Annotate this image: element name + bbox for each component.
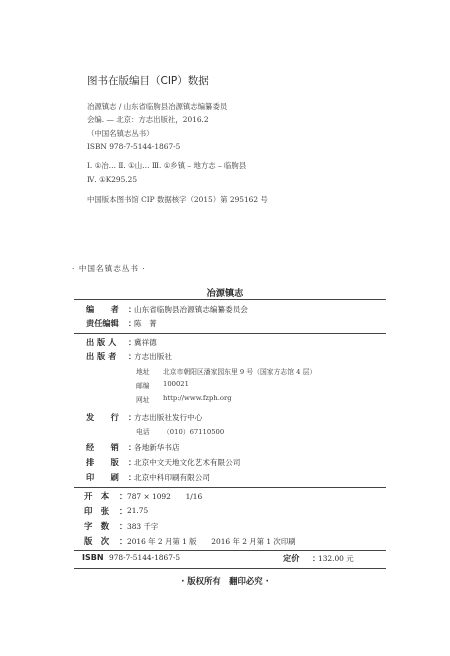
cip-line: ISBN 978-7-5144-1867-5 (87, 142, 181, 151)
cip-line: 中国版本图书馆 CIP 数据核字（2015）第 295162 号 (87, 195, 268, 204)
word-count-label: 字 数 (84, 521, 110, 531)
isbn-value: 978-7-5144-1867-5 (109, 553, 181, 562)
colon: ： (119, 536, 128, 546)
colon: ： (128, 337, 137, 347)
editor-label: 编 者 (86, 304, 119, 314)
editor-value: 山东省临朐县冶源镇志编纂委员会 (134, 305, 248, 314)
phone-label: 电话 (136, 428, 150, 436)
seller-value: 各地新华书店 (134, 443, 180, 452)
cip-heading: 图书在版编目（CIP）数据 (87, 75, 209, 87)
website-value: http://www.fzph.org (163, 394, 232, 402)
format-label: 开 本 (84, 491, 110, 501)
distribution-value: 方志出版社发行中心 (134, 413, 203, 422)
divider (74, 333, 386, 334)
publisher-value: 方志出版社 (134, 352, 172, 361)
postcode-label: 邮编 (136, 382, 150, 390)
colon: ： (128, 442, 137, 452)
price-value: 132.00 元 (318, 554, 354, 563)
isbn-label: ISBN (82, 553, 104, 562)
colon: ： (128, 304, 137, 314)
book-title: 冶源镇志 (206, 288, 244, 299)
website-label: 网址 (136, 396, 150, 404)
colon: ： (128, 472, 137, 482)
address-label: 地址 (136, 368, 150, 376)
colon: ： (128, 318, 137, 328)
colon: ： (312, 553, 321, 563)
copyright-notice: · 版权所有 翻印必究 · (181, 576, 269, 586)
colon: ： (119, 521, 128, 531)
distribution-label: 发 行 (86, 412, 119, 422)
divider (74, 550, 386, 551)
sheets-label: 印 张 (84, 506, 110, 516)
word-count-value: 383 千字 (127, 522, 159, 531)
postcode-value: 100021 (163, 380, 189, 388)
colon: ： (128, 457, 137, 467)
printing-label: 印 刷 (86, 472, 119, 482)
edition-label: 版 次 (84, 536, 110, 546)
cip-line: 冶源镇志 / 山东省临朐县冶源镇志编纂委员 (87, 102, 228, 111)
phone-value: （010）67110500 (163, 428, 225, 436)
colon: ： (128, 351, 137, 361)
typesetting-value: 北京中文天地文化艺术有限公司 (134, 458, 241, 467)
seller-label: 经 销 (86, 442, 119, 452)
cip-line: Ⅳ. ①K295.25 (87, 175, 138, 184)
printing-value: 北京中科印刷有限公司 (134, 473, 210, 482)
divider (74, 568, 386, 569)
price-label: 定价 (283, 553, 300, 563)
responsible-editor-value: 陈 菁 (134, 319, 157, 328)
series-name: · 中国名镇志丛书 · (72, 264, 146, 273)
publisher-label: 出 版 者 (86, 351, 117, 361)
cip-line: 会编. — 北京：方志出版社，2016.2 (87, 115, 209, 124)
sheets-value: 21.75 (127, 506, 149, 515)
cip-line: Ⅰ. ①冶… Ⅱ. ①山… Ⅲ. ①乡镇 – 地方志 – 临朐县 (87, 161, 247, 170)
edition-value: 2016 年 2 月第 1 版 2016 年 2 月第 1 次印刷 (127, 537, 296, 546)
divider (74, 299, 386, 300)
responsible-editor-label: 责任编辑 (86, 318, 119, 328)
colon: ： (119, 506, 128, 516)
publisher-rep-value: 冀祥德 (134, 338, 157, 347)
colon: ： (119, 491, 128, 501)
publisher-rep-label: 出 版 人 (86, 337, 117, 347)
address-value: 北京市朝阳区潘家园东里 9 号（国家方志馆 4 层） (163, 368, 317, 376)
divider (74, 487, 386, 488)
typesetting-label: 排 版 (86, 457, 119, 467)
cip-line: （中国名镇志丛书） (87, 129, 154, 138)
format-value: 787 × 1092 1/16 (127, 492, 203, 501)
colon: ： (128, 412, 137, 422)
